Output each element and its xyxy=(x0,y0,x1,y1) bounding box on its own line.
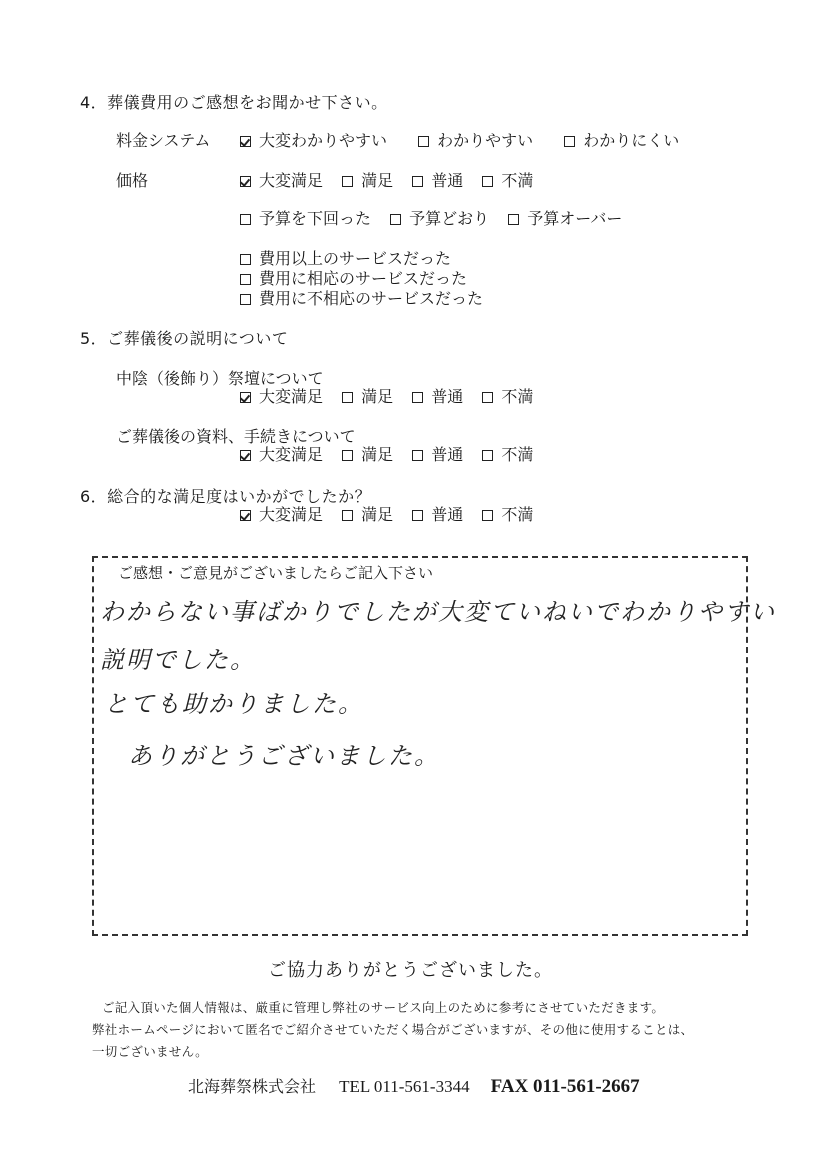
option-very-satisfied[interactable]: 大変満足 xyxy=(240,171,323,190)
checkbox[interactable] xyxy=(508,214,519,225)
option-satisfied[interactable]: 満足 xyxy=(342,505,393,524)
checkbox[interactable] xyxy=(240,254,251,265)
checkbox-checked[interactable] xyxy=(240,136,251,147)
checkbox-checked[interactable] xyxy=(240,392,251,403)
checkbox[interactable] xyxy=(240,214,251,225)
checkbox[interactable] xyxy=(418,136,429,147)
altar-label: 中陰（後飾り）祭壇について xyxy=(116,369,324,388)
handwritten-comment-line-3: とても助かりました。 xyxy=(104,690,364,718)
checkbox[interactable] xyxy=(342,392,353,403)
fee-system-options xyxy=(240,128,693,151)
footer xyxy=(188,1074,640,1098)
checkbox[interactable] xyxy=(482,450,493,461)
fee-system-label: 料金システム xyxy=(116,131,211,150)
checkbox[interactable] xyxy=(412,450,423,461)
company-name: 北海葬祭株式会社 xyxy=(188,1077,317,1096)
question-6-title: 6．総合的な満足度はいかがでしたか？ xyxy=(80,487,372,506)
checkbox-checked[interactable] xyxy=(240,176,251,187)
checkbox[interactable] xyxy=(342,510,353,521)
option-average[interactable]: 普通 xyxy=(412,387,463,406)
option-very-satisfied[interactable]: 大変満足 xyxy=(240,505,323,524)
price-label: 価格 xyxy=(116,171,149,190)
option-service-above-cost[interactable]: 費用以上のサービスだった xyxy=(240,246,451,269)
thanks-message: ご協力ありがとうございました。 xyxy=(268,960,553,981)
question-5-title: 5．ご葬儀後の説明について xyxy=(80,329,289,348)
option-on-budget[interactable]: 予算どおり xyxy=(390,209,489,228)
option-under-budget[interactable]: 予算を下回った xyxy=(240,209,371,228)
checkbox[interactable] xyxy=(482,510,493,521)
checkbox[interactable] xyxy=(482,392,493,403)
checkbox-checked[interactable] xyxy=(240,510,251,521)
option-very-clear[interactable]: 大変わかりやすい xyxy=(240,131,387,150)
option-dissatisfied[interactable]: 不満 xyxy=(482,387,533,406)
option-clear[interactable]: わかりやすい xyxy=(418,131,533,150)
option-very-satisfied[interactable]: 大変満足 xyxy=(240,387,323,406)
checkbox[interactable] xyxy=(342,176,353,187)
documents-label: ご葬儀後の資料、手続きについて xyxy=(116,427,356,446)
overall-options xyxy=(240,502,547,525)
question-4-title: 4．葬儀費用のご感想をお聞かせ下さい。 xyxy=(80,93,388,112)
option-over-budget[interactable]: 予算オーバー xyxy=(508,209,622,228)
option-satisfied[interactable]: 満足 xyxy=(342,171,393,190)
checkbox[interactable] xyxy=(412,392,423,403)
comment-heading: ご感想・ご意見がございましたらご記入下さい xyxy=(118,564,434,582)
checkbox[interactable] xyxy=(390,214,401,225)
handwritten-comment-line-4: ありがとうございました。 xyxy=(128,742,440,770)
option-average[interactable]: 普通 xyxy=(412,171,463,190)
checkbox[interactable] xyxy=(482,176,493,187)
checkbox[interactable] xyxy=(240,274,251,285)
altar-options xyxy=(240,384,547,407)
option-service-matches-cost[interactable]: 費用に相応のサービスだった xyxy=(240,266,467,289)
option-dissatisfied[interactable]: 不満 xyxy=(482,171,533,190)
checkbox[interactable] xyxy=(412,510,423,521)
price-satisfaction-options xyxy=(240,168,547,191)
price-budget-options xyxy=(240,206,636,229)
phone-number: TEL 011-561-3344 xyxy=(339,1077,470,1096)
checkbox-checked[interactable] xyxy=(240,450,251,461)
documents-options xyxy=(240,442,547,465)
checkbox[interactable] xyxy=(342,450,353,461)
privacy-note-line-3: 一切ございません。 xyxy=(92,1044,208,1059)
option-average[interactable]: 普通 xyxy=(412,505,463,524)
handwritten-comment-line-2: 説明でした。 xyxy=(100,646,256,674)
checkbox[interactable] xyxy=(240,294,251,305)
handwritten-comment-line-1: わからない事ばかりでしたが大変ていねいでわかりやすい xyxy=(100,598,776,626)
checkbox[interactable] xyxy=(564,136,575,147)
option-dissatisfied[interactable]: 不満 xyxy=(482,505,533,524)
option-very-satisfied[interactable]: 大変満足 xyxy=(240,445,323,464)
option-satisfied[interactable]: 満足 xyxy=(342,445,393,464)
checkbox[interactable] xyxy=(412,176,423,187)
option-unclear[interactable]: わかりにくい xyxy=(564,131,679,150)
option-satisfied[interactable]: 満足 xyxy=(342,387,393,406)
privacy-note-line-2: 弊社ホームページにおいて匿名でご紹介させていただく場合がございますが、その他に使用することは、 xyxy=(92,1022,694,1037)
option-dissatisfied[interactable]: 不満 xyxy=(482,445,533,464)
fax-number: FAX 011-561-2667 xyxy=(490,1076,640,1097)
option-service-below-cost[interactable]: 費用に不相応のサービスだった xyxy=(240,286,483,309)
option-average[interactable]: 普通 xyxy=(412,445,463,464)
privacy-note-line-1: ご記入頂いた個人情報は、厳重に管理し弊社のサービス向上のために参考にさせていただきます。 xyxy=(102,1000,665,1015)
